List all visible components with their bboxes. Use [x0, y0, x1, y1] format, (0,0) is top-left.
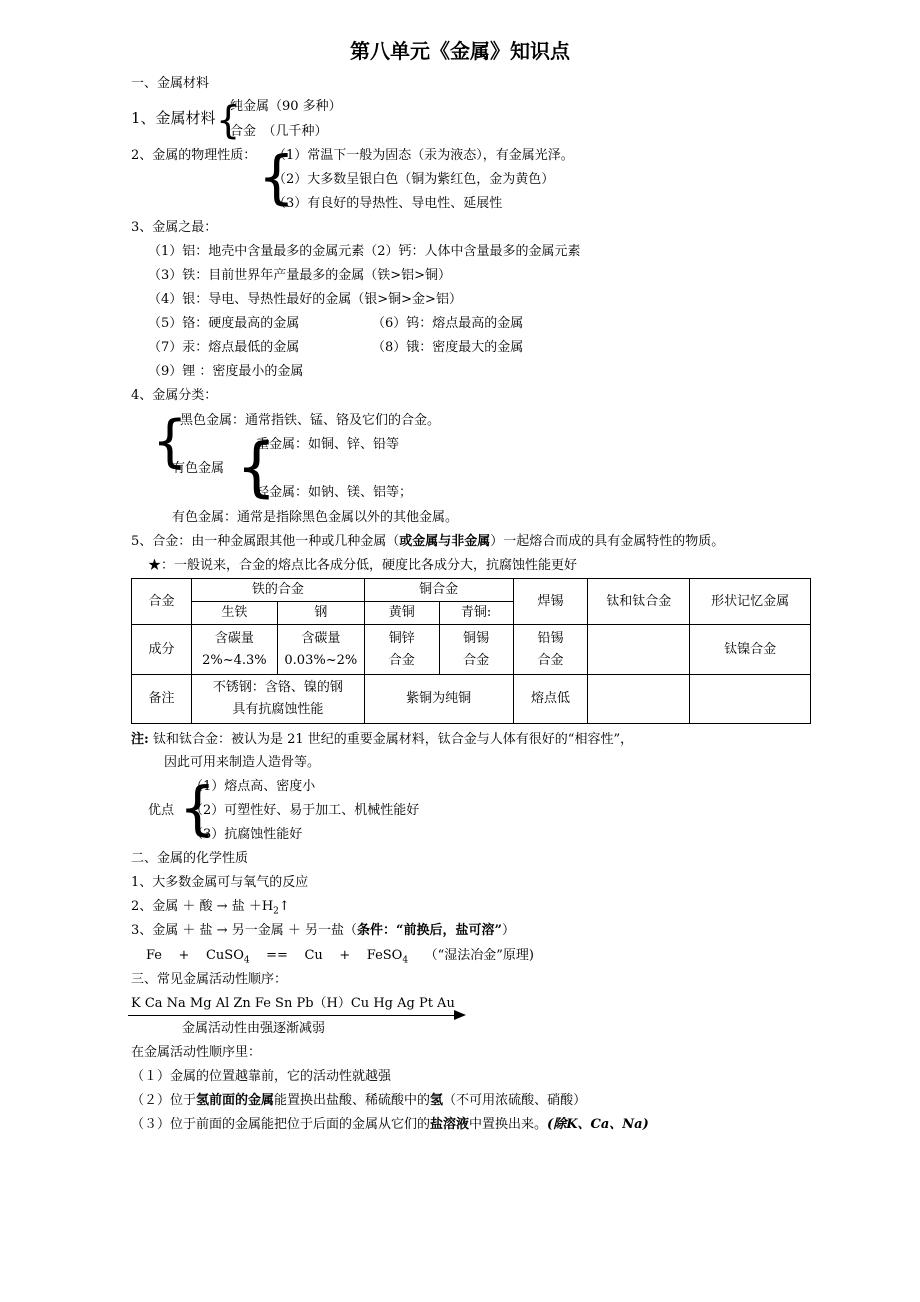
- colored-metal-def: 有色金属：通常是指除黑色金属以外的其他金属。: [172, 510, 459, 525]
- item3-line-1: （1）铝：地壳中含量最多的金属元素（2）钙：人体中含量最多的金属元素: [148, 244, 581, 259]
- table-cell: 铜锡 合金: [439, 625, 513, 675]
- header-alloy: 合金: [132, 579, 192, 625]
- brace-icon: {: [258, 143, 295, 211]
- advantage-1: （1）熔点高、密度小: [190, 779, 316, 794]
- activity-series: K Ca Na Mg Al Zn Fe Sn Pb（H）Cu Hg Ag Pt Au: [131, 996, 455, 1011]
- table-cell: [690, 675, 811, 724]
- table-cell: 不锈钢：含铬、镍的钢 具有抗腐蚀性能: [191, 675, 364, 724]
- rule-3: （３）位于前面的金属能把位于后面的金属从它们的盐溶液中置换出来。(除K、Ca、Na): [131, 1117, 649, 1132]
- table-cell: 钛镍合金: [690, 625, 811, 675]
- table-cell: [588, 675, 690, 724]
- heavy-metal: 重金属：如铜、锌、铅等: [256, 437, 400, 452]
- item4-label: 4、金属分类：: [131, 388, 218, 403]
- header-pig-iron: 生铁: [191, 602, 277, 625]
- item3-line-7: （7）汞：熔点最低的金属: [148, 340, 300, 355]
- table-cell: 铜锌 合金: [364, 625, 439, 675]
- header-solder: 焊锡: [513, 579, 588, 625]
- activity-caption: 金属活动性由强逐渐减弱: [182, 1021, 326, 1036]
- item3-line-3: （3）铁：目前世界年产量最多的金属（铁>铝>铜）: [148, 268, 452, 283]
- note-line-2: 因此可用来制造人造骨等。: [164, 755, 321, 770]
- light-metal: 轻金属：如钠、镁、铝等；: [256, 485, 413, 500]
- table-cell: 熔点低: [513, 675, 588, 724]
- item1-alloy: 合金 （几千种）: [230, 124, 328, 139]
- item1-pure-metal: 纯金属（90 多种）: [230, 99, 342, 114]
- brace-icon: {: [236, 431, 277, 505]
- header-shape-memory: 形状记忆金属: [690, 579, 811, 625]
- table-cell: 铅锡 合金: [513, 625, 588, 675]
- header-steel: 钢: [277, 602, 364, 625]
- black-metal: 黑色金属：通常指铁、锰、铬及它们的合金。: [180, 413, 441, 428]
- advantages-label: 优点: [148, 803, 175, 818]
- arrow-line: [128, 1015, 456, 1016]
- brace-icon: {: [216, 98, 241, 142]
- arrow-right-icon: [454, 1010, 466, 1020]
- table-cell: [588, 625, 690, 675]
- advantage-2: （2）可塑性好、易于加工、机械性能好: [190, 803, 420, 818]
- item3-line-5: （5）铬：硬度最高的金属: [148, 316, 300, 331]
- brace-icon: {: [152, 409, 188, 474]
- header-bronze: 青铜:: [439, 602, 513, 625]
- chem-line-2: 2、金属 ＋ 酸 → 盐 $+H_2↑$: [131, 899, 290, 917]
- item3-line-6: （6）钨：熔点最高的金属: [372, 316, 524, 331]
- row-label-composition: 成分: [132, 625, 192, 675]
- table-cell: 紫铜为纯铜: [364, 675, 513, 724]
- rule-2: （２）位于氢前面的金属能置换出盐酸、稀硫酸中的氢（不可用浓硫酸、硝酸）: [131, 1093, 587, 1108]
- advantage-3: （3）抗腐蚀性能好: [190, 827, 303, 842]
- item3-label: 3、金属之最：: [131, 220, 218, 235]
- item5-alloy-def: 5、合金：由一种金属跟其他一种或几种金属（或金属与非金属）一起熔合而成的具有金属特性的物质。: [131, 534, 725, 549]
- item2-line-2: （2）大多数呈银白色（铜为紫红色，金为黄色）: [273, 172, 555, 187]
- note-line-1: 钛和钛合金：被认为是 21 世纪的重要金属材料，钛合金与人体有很好的“相容性”，: [153, 732, 634, 747]
- header-titanium: 钛和钛合金: [588, 579, 690, 625]
- item1-label: 1、金属材料: [131, 109, 216, 127]
- chem-line-3: 3、金属 ＋ 盐 → 另一金属 ＋ 另一盐（条件：“前换后，盐可溶”）: [131, 923, 515, 938]
- header-iron-alloy: 铁的合金: [191, 579, 364, 602]
- item2-line-1: （1）常温下一般为固态（汞为液态），有金属光泽。: [273, 148, 574, 163]
- row-label-note: 备注: [132, 675, 192, 724]
- note-label: 注:: [131, 732, 149, 747]
- item2-label: 2、金属的物理性质：: [131, 148, 257, 163]
- header-brass: 黄铜: [364, 602, 439, 625]
- equation: Fe + CuSO$_4$ == Cu + FeSO$_4$ （“湿法冶金”原理): [146, 948, 534, 966]
- brace-icon: {: [179, 774, 216, 842]
- colored-metal-label: 有色金属: [172, 461, 225, 476]
- table-cell: 含碳量 0.03%~2%: [277, 625, 364, 675]
- item3-line-9: （9）锂 ：密度最小的金属: [148, 364, 304, 379]
- header-copper-alloy: 铜合金: [364, 579, 513, 602]
- section-1-heading: 一、金属材料: [131, 76, 210, 91]
- activity-intro: 在金属活动性顺序里：: [131, 1045, 262, 1060]
- alloy-table: [131, 578, 811, 724]
- page-title: 第八单元《金属》知识点: [350, 39, 570, 63]
- rule-1: （１）金属的位置越靠前，它的活动性就越强: [131, 1069, 392, 1084]
- table-cell: 含碳量 2%~4.3%: [191, 625, 277, 675]
- item3-line-8: （8）锇：密度最大的金属: [372, 340, 524, 355]
- star-note: ★：一般说来，合金的熔点比各成分低，硬度比各成分大，抗腐蚀性能更好: [148, 558, 578, 573]
- item2-line-3: （3）有良好的导热性、导电性、延展性: [273, 196, 503, 211]
- section-2-heading: 二、金属的化学性质: [131, 851, 249, 866]
- chem-line-1: 1、大多数金属可与氧气的反应: [131, 875, 309, 890]
- item3-line-4: （4）银：导电、导热性最好的金属（银>铜>金>铝）: [148, 292, 462, 307]
- section-3-heading: 三、常见金属活动性顺序：: [131, 972, 288, 987]
